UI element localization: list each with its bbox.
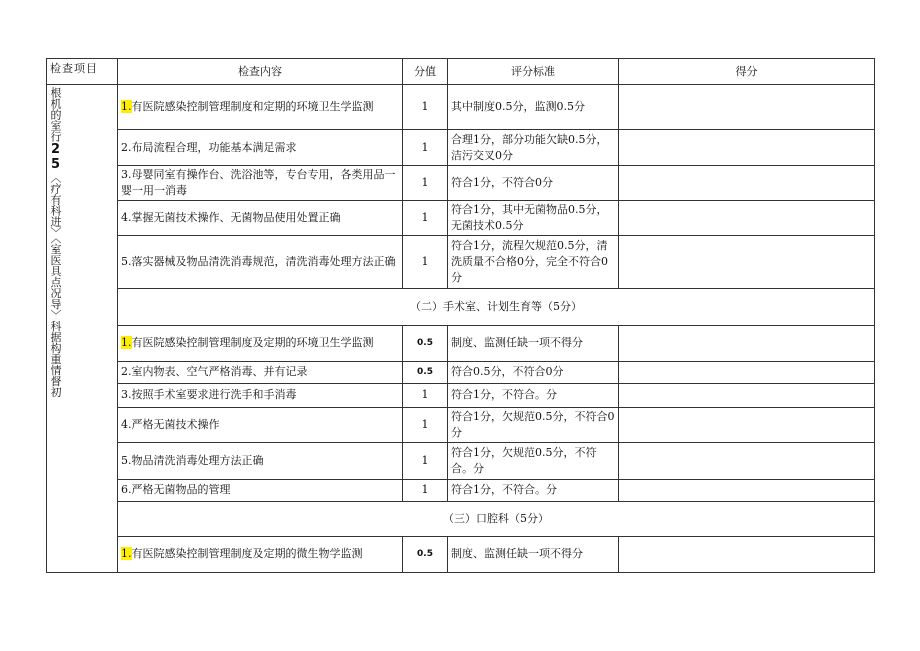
- table-row: [47, 235, 875, 288]
- score-cell: 1: [403, 166, 448, 201]
- content-cell: 2.室内物表、空气严格消毒、并有记录: [118, 361, 403, 383]
- content-cell: 3.按照手术室要求进行洗手和手消毒: [118, 383, 403, 407]
- score-cell: 1: [403, 130, 448, 166]
- header-row: [47, 59, 875, 85]
- standard-cell: 符合1分，流程欠规范0.5分，清洗质量不合格0分，完全不符合0分: [448, 235, 619, 288]
- score-cell: 1: [403, 200, 448, 235]
- result-cell[interactable]: [619, 85, 875, 130]
- result-cell[interactable]: [619, 536, 875, 572]
- table-row: [47, 166, 875, 201]
- score-cell: 1: [403, 383, 448, 407]
- table-row: [47, 130, 875, 166]
- result-cell[interactable]: [619, 442, 875, 479]
- table-row: [47, 200, 875, 235]
- score-cell: 0.5: [403, 361, 448, 383]
- content-cell: 1.有医院感染控制管理制度及定期的环境卫生学监测: [118, 325, 403, 361]
- result-cell[interactable]: [619, 479, 875, 501]
- score-cell: 1: [403, 235, 448, 288]
- result-cell[interactable]: [619, 200, 875, 235]
- content-cell: 6.严格无菌物品的管理: [118, 479, 403, 501]
- table-row: [47, 479, 875, 501]
- section-title: （二）手术室、计划生育等（5分）: [118, 288, 875, 325]
- standard-cell: 符合1分，欠规范0.5分，不符合。分: [448, 442, 619, 479]
- content-cell: 3.母婴同室有操作台、洗浴池等，专台专用，各类用品一婴一用一消毒: [118, 166, 403, 201]
- result-cell[interactable]: [619, 383, 875, 407]
- standard-cell: 其中制度0.5分，监测0.5分: [448, 85, 619, 130]
- content-cell: 1.有医院感染控制管理制度及定期的微生物学监测: [118, 536, 403, 572]
- standard-cell: 符合0.5分，不符合0分: [448, 361, 619, 383]
- header-item: 检查项目: [47, 59, 118, 85]
- content-cell: 1.有医院感染控制管理制度和定期的环境卫生学监测: [118, 85, 403, 130]
- table-row: [47, 383, 875, 407]
- standard-cell: 制度、监测任缺一项不得分: [448, 325, 619, 361]
- standard-cell: 制度、监测任缺一项不得分: [448, 536, 619, 572]
- table-row: [47, 536, 875, 572]
- header-standard: 评分标准: [448, 59, 619, 85]
- item-number: 1.: [121, 547, 132, 561]
- result-cell[interactable]: [619, 130, 875, 166]
- content-cell: 5.落实器械及物品清洗消毒规范，清洗消毒处理方法正确: [118, 235, 403, 288]
- content-cell: 4.掌握无菌技术操作、无菌物品使用处置正确: [118, 200, 403, 235]
- standard-cell: 符合1分，不符合。分: [448, 383, 619, 407]
- table-row: [47, 325, 875, 361]
- table-row: [47, 85, 875, 130]
- content-cell: 5.物品清洗消毒处理方法正确: [118, 442, 403, 479]
- header-result: 得分: [619, 59, 875, 85]
- section-row: [47, 501, 875, 536]
- result-cell[interactable]: [619, 407, 875, 442]
- score-cell: 1: [403, 407, 448, 442]
- score-cell: 1: [403, 479, 448, 501]
- content-cell: 4.严格无菌技术操作: [118, 407, 403, 442]
- side-label-cell: [47, 85, 118, 573]
- inspection-table: [46, 58, 875, 573]
- result-cell[interactable]: [619, 166, 875, 201]
- standard-cell: 符合1分，欠规范0.5分，不符合0分: [448, 407, 619, 442]
- standard-cell: 符合1分，其中无菌物品0.5分，无菌技术0.5分: [448, 200, 619, 235]
- standard-cell: 合理1分，部分功能欠缺0.5分，洁污交叉0分: [448, 130, 619, 166]
- table-row: [47, 361, 875, 383]
- section-row: [47, 288, 875, 325]
- result-cell[interactable]: [619, 325, 875, 361]
- table-row: [47, 407, 875, 442]
- result-cell[interactable]: [619, 361, 875, 383]
- header-content: 检查内容: [118, 59, 403, 85]
- section-title: （三）口腔科（5分）: [118, 501, 875, 536]
- standard-cell: 符合1分，不符合0分: [448, 166, 619, 201]
- standard-cell: 符合1分，不符合。分: [448, 479, 619, 501]
- content-cell: 2.布局流程合理，功能基本满足需求: [118, 130, 403, 166]
- side-label: 根机的室行25〈疗有科进〉〈室医具点况导〉科据构重情督初: [48, 87, 63, 398]
- score-cell: 1: [403, 85, 448, 130]
- result-cell[interactable]: [619, 235, 875, 288]
- item-number: 1.: [121, 100, 132, 114]
- item-number: 1.: [121, 336, 132, 350]
- header-score: 分值: [403, 59, 448, 85]
- score-cell: 0.5: [403, 325, 448, 361]
- score-cell: 0.5: [403, 536, 448, 572]
- table-row: [47, 442, 875, 479]
- score-cell: 1: [403, 442, 448, 479]
